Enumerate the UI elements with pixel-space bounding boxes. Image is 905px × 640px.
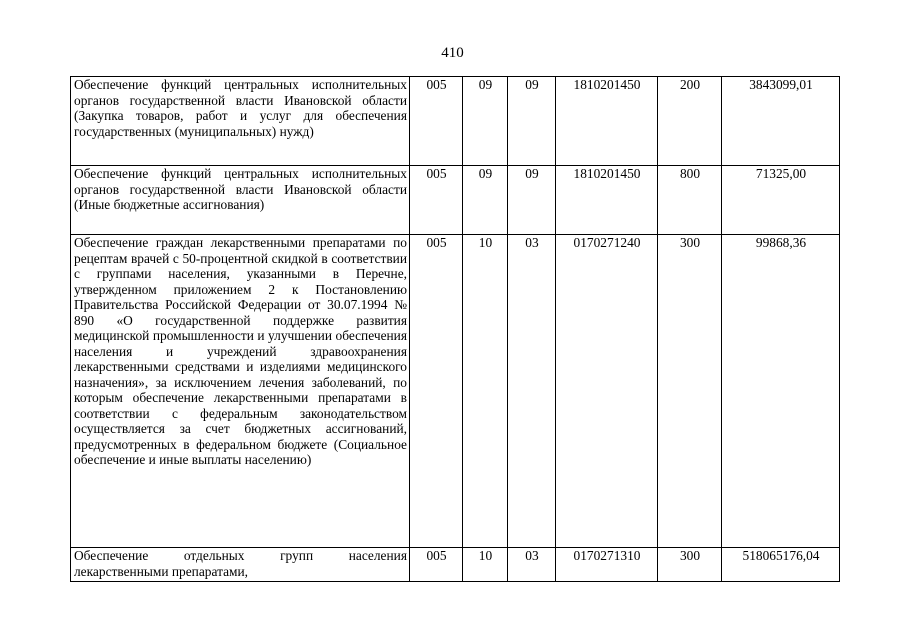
row-name: Обеспечение функций центральных исполнительных органов государственной власти Ивановской области (Иные бюджетные ассигнования) — [74, 166, 407, 212]
expense-type-cell: 800 — [658, 166, 722, 235]
target-article-cell: 1810201450 — [556, 77, 658, 166]
target-article-cell: 1810201450 — [556, 166, 658, 235]
row-name-cell — [71, 235, 410, 548]
target-article-cell: 0170271240 — [556, 235, 658, 548]
row-name: Обеспечение граждан лекарственными препаратами по рецептам врачей с 50-процентной скидкой в соответствии с группами населения, указанными в Перечне, утвержденном приложением 2 к Постановлению Правительства Российской Федерации от 30.07.1994 № 890 «О государственной поддержке развития медицинской промышленности и улучшении обеспечения населения и учреждений здравоохранения лекарственными средствами и изделиями медицинского назначения», за исключением лечения заболеваний, по которым обеспечение лекарственными препаратами в соответствии с федеральным законодательством осуществляется за счет бюджетных ассигнований, предусмотренных в федеральном бюджете (Социальное обеспечение и иные выплаты населению) — [74, 235, 407, 467]
expense-type-cell: 300 — [658, 548, 722, 582]
page-number: 410 — [441, 45, 464, 61]
section-code-cell: 10 — [463, 548, 508, 582]
ministry-code-cell: 005 — [410, 166, 463, 235]
sum-cell: 99868,36 — [722, 235, 840, 548]
ministry-code-cell: 005 — [410, 548, 463, 582]
table-row — [71, 166, 840, 235]
row-name-cell — [71, 548, 410, 582]
expense-type-cell: 200 — [658, 77, 722, 166]
sum-cell: 518065176,04 — [722, 548, 840, 582]
table-row — [71, 235, 840, 548]
ministry-code-cell: 005 — [410, 77, 463, 166]
section-code-cell: 10 — [463, 235, 508, 548]
budget-table — [70, 76, 840, 582]
section-code-cell: 09 — [463, 166, 508, 235]
sum-cell: 71325,00 — [722, 166, 840, 235]
row-name: Обеспечение функций центральных исполнительных органов государственной власти Ивановской области (Закупка товаров, работ и услуг для обеспечения государственных (муниципальных) нужд) — [74, 77, 407, 139]
section-code-cell: 09 — [463, 77, 508, 166]
ministry-code-cell: 005 — [410, 235, 463, 548]
table-row — [71, 77, 840, 166]
subsection-code-cell: 09 — [508, 77, 556, 166]
subsection-code-cell: 09 — [508, 166, 556, 235]
sum-cell: 3843099,01 — [722, 77, 840, 166]
row-name: Обеспечение отдельных групп населения лекарственными препаратами, — [74, 548, 407, 579]
row-name-cell — [71, 166, 410, 235]
expense-type-cell: 300 — [658, 235, 722, 548]
row-name-cell — [71, 77, 410, 166]
table-row — [71, 548, 840, 582]
subsection-code-cell: 03 — [508, 235, 556, 548]
target-article-cell: 0170271310 — [556, 548, 658, 582]
subsection-code-cell: 03 — [508, 548, 556, 582]
